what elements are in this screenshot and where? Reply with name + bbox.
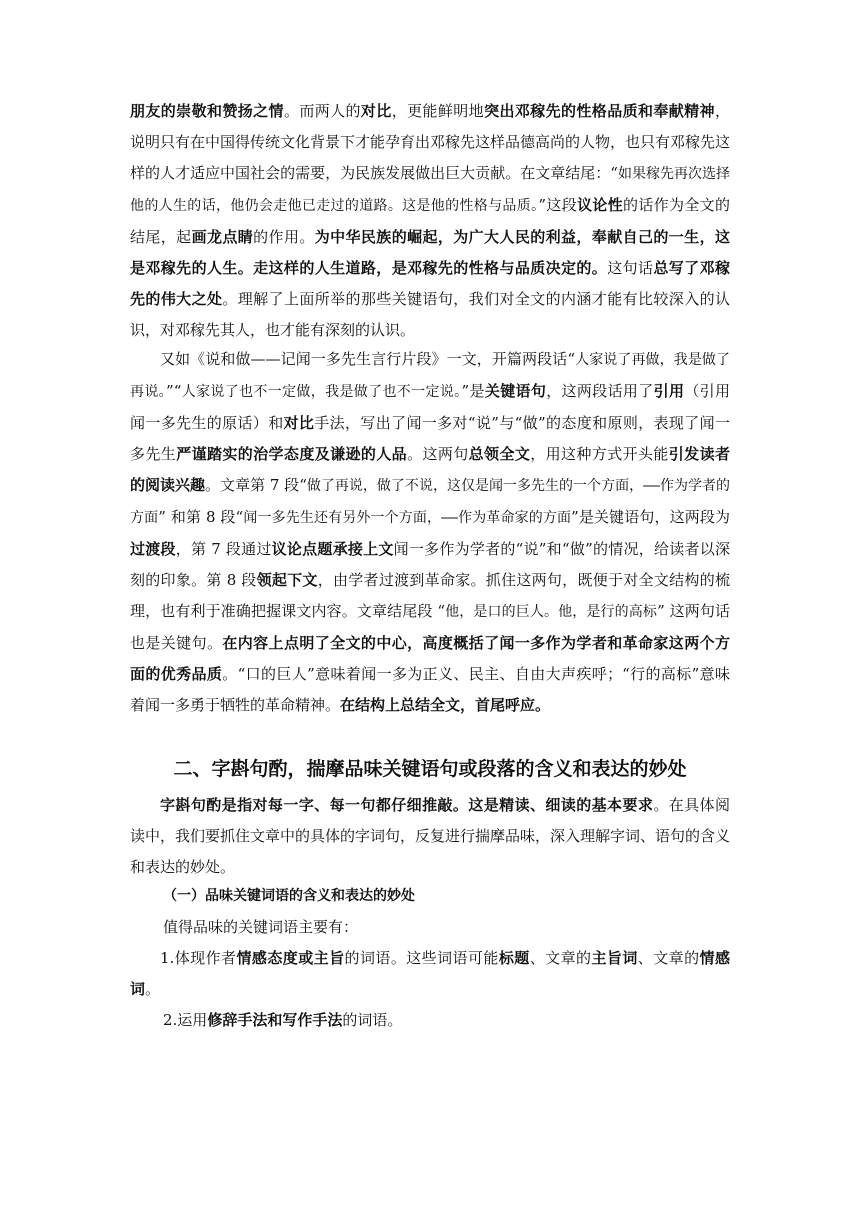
body-text: 。理解了上面所举的那些关键语句，我们对全文的内涵才能有比较深入的认识，对邓稼先其人，也才能有深刻的认识。 (130, 290, 730, 339)
body-text: ”这段 (538, 196, 578, 214)
paragraph-zizhen-juzhuo-intro (130, 790, 730, 883)
emphasis-text: 对比 (360, 102, 392, 120)
emphasis-text: 字斟句酌是指对每一字、每一句都仔细推敲。这是精读、细读的基本要求 (160, 796, 654, 814)
body-text: 的词语。这些词语可能 (344, 949, 499, 967)
body-text: 的话作为全文的结尾，起 (130, 196, 730, 246)
emphasis-text: 总写了邓稼先的伟大之处 (130, 259, 730, 308)
body-text: ”是关键语句，这两段为 (571, 508, 731, 526)
emphasis-text: 为中华民族的崛起，为广大人民的利益，奉献自己的一生，这是邓稼先的人生。走这样的人生道路，是邓稼先的性格与品质决定的。 (130, 228, 730, 277)
emphasis-text: 修辞手法和写作手法 (207, 1011, 343, 1029)
quoted-text: 闻一多先生还有另外一个方面，——作为革命家的方面 (243, 510, 572, 526)
emphasis-text: 情感态度或主旨 (236, 949, 345, 967)
emphasis-text: 在内容上点明了全文的中心，高度概括了闻一多作为学者和革命家这两个方面的优秀品质 (130, 634, 730, 683)
body-text: ，由学者过渡到革命家。抓住这两句，既便于对全文结构的梳理，也有利于准确把握课文内容。文章结尾段 “ (130, 571, 730, 620)
emphasis-text: 严谨踏实的治学态度及谦逊的人品 (176, 445, 408, 463)
quoted-text: 做了再说，做了不说，这仅是闻一多先生的一个方面，——作为学者的方面 (130, 478, 730, 526)
list-item-1 (130, 943, 730, 1005)
emphasis-text: 议论性 (577, 196, 624, 214)
emphasis-text: 过渡段 (130, 540, 176, 558)
body-text: 。文章第 7 段“ (205, 476, 307, 494)
body-text: 。这两句 (407, 445, 469, 463)
body-text: 2.运用 (163, 1011, 208, 1029)
emphasis-text: 引用 (653, 382, 685, 400)
paragraph-deng-jiaxian-analysis (130, 96, 730, 346)
body-text: 这句话 (607, 259, 654, 277)
list-item-2 (163, 1005, 730, 1036)
body-text: 的作用。 (253, 228, 315, 246)
body-text: 。“口的巨人”意味着闻一多为正义、民主、自由大声疾呼；“行的高标”意味着闻一多勇于牺牲的革命精神。 (130, 665, 730, 714)
subsection-heading: （一）品味关键词语的含义和表达的妙处 (163, 888, 415, 904)
section-heading: 二、字斟句酌，揣摩品味关键语句或段落的含义和表达的妙处 (173, 758, 687, 780)
quoted-text: 如果稼先再次选择他的人生的话，他仍会走他已走过的道路。这是他的性格与品质。 (130, 166, 731, 214)
emphasis-text: 画龙点睛 (191, 228, 254, 246)
key-words-intro: 值得品味的关键词语主要有： (163, 918, 359, 936)
body-text: 。 (145, 980, 161, 998)
emphasis-text: 议论点题承接上文 (271, 540, 394, 558)
body-text: ”“ (166, 382, 182, 400)
quoted-text: 人家说了也不一定做，我是做了也不一定说。 (181, 384, 462, 400)
body-text: 。而两人的 (283, 102, 361, 120)
emphasis-text: 突出邓稼先的性格品质和奉献精神 (484, 102, 715, 120)
body-text: ” 这两句话也是关键句。 (130, 602, 730, 652)
body-text: ，第 7 段通过 (175, 540, 272, 558)
quoted-text: 人家说了再做，我是做了再说。 (130, 352, 731, 400)
emphasis-text: 情感词 (130, 949, 730, 998)
body-text: ，说明只有在中国得传统文化背景下才能孕育出邓稼先这样品德高尚的人物，也只有邓稼先这样的人才适应中国社会的需要，为民族发展做出巨大贡献。在文章结尾：“ (130, 102, 731, 182)
body-text: ，用这种方式开头能 (530, 445, 669, 463)
body-text: ，这两段话用了 (546, 382, 654, 400)
body-text: 1.体现作者 (160, 949, 237, 967)
body-text: ”是 (461, 382, 485, 400)
body-text: 的词语。 (342, 1011, 403, 1029)
body-text: ，更能鲜明地 (391, 102, 485, 120)
body-text: ” 和第 8 段“ (158, 508, 244, 526)
body-text: 、文章的 (529, 949, 592, 967)
body-text: （引用闻一多先生的原话）和 (130, 382, 730, 432)
emphasis-text: 关键语句 (484, 382, 547, 400)
quoted-text: 他，是口的巨人。他，是行的高标 (445, 604, 658, 620)
body-text: 、文章的 (637, 949, 700, 967)
body-text: 又如《说和做——记闻一多先生言行片段》一文，开篇两段话“ (160, 350, 576, 368)
body-text: 手法，写出了闻一多对“说”与“做”的态度和原则，表现了闻一多先生 (130, 414, 730, 463)
emphasis-text: 在结构上总结全文，首尾呼应。 (340, 696, 551, 714)
emphasis-text: 引发读者的阅读兴趣 (130, 445, 730, 494)
emphasis-text: 总领全文 (468, 445, 531, 463)
emphasis-text: 领起下文 (256, 571, 318, 589)
emphasis-text: 朋友的崇敬和赞扬之情 (130, 102, 284, 120)
emphasis-text: 对比 (283, 414, 315, 432)
body-text: 闻一多作为学者的“说”和“做”的情况，给读者以深刻的印象。第 8 段 (130, 540, 730, 589)
paragraph-shuo-he-zuo-analysis (130, 344, 730, 721)
emphasis-text: 主旨词 (591, 949, 638, 967)
emphasis-text: 标题 (498, 949, 530, 967)
body-text: 。在具体阅读中，我们要抓住文章中的具体的字词句，反复进行揣摩品味，深入理解字词、语句的含义和表达的妙处。 (130, 796, 731, 876)
